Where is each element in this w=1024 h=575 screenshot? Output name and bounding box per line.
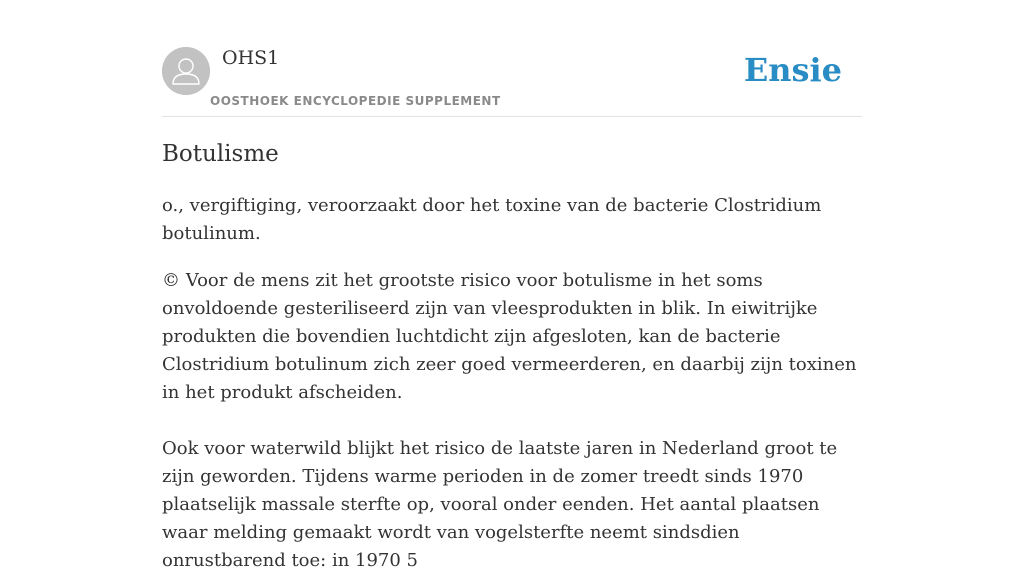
entry-definition: o., vergiftiging, veroorzaakt door het toxine van de bacterie Clostridium botulinum. xyxy=(162,195,822,244)
entry-title: Botulisme xyxy=(162,141,279,167)
person-silhouette-icon xyxy=(162,47,210,95)
entry-header xyxy=(162,0,862,117)
author-username[interactable]: OHS1 xyxy=(222,47,280,69)
entry-paragraph: Ook voor waterwild blijkt het risico de laatste jaren in Nederland groot te zijn geworden. Tijdens warme perioden in de zomer treedt sinds 1970 plaatselijk massale sterfte op, vooral onder eenden. Het aantal plaatsen waar melding gemaakt wordt van vogelsterfte neemt sindsdien onrustbarend toe: in 1970 5 xyxy=(162,438,838,571)
entry-content xyxy=(162,136,862,575)
source-name[interactable]: OOSTHOEK ENCYCLOPEDIE SUPPLEMENT xyxy=(210,94,501,108)
user-avatar-icon[interactable] xyxy=(162,47,210,95)
ensie-logo[interactable]: Ensie xyxy=(743,51,842,89)
entry-paragraph: © Voor de mens zit het grootste risico voor botulisme in het soms onvoldoende gesteriliseerd zijn van vleesprodukten in blik. In eiwitrijke produkten die bovendien luchtdicht zijn afgesloten, kan de bacterie Clostridium botulinum zich zeer goed vermeerderen, en daarbij zijn toxinen in het produkt afscheiden. xyxy=(162,270,857,403)
